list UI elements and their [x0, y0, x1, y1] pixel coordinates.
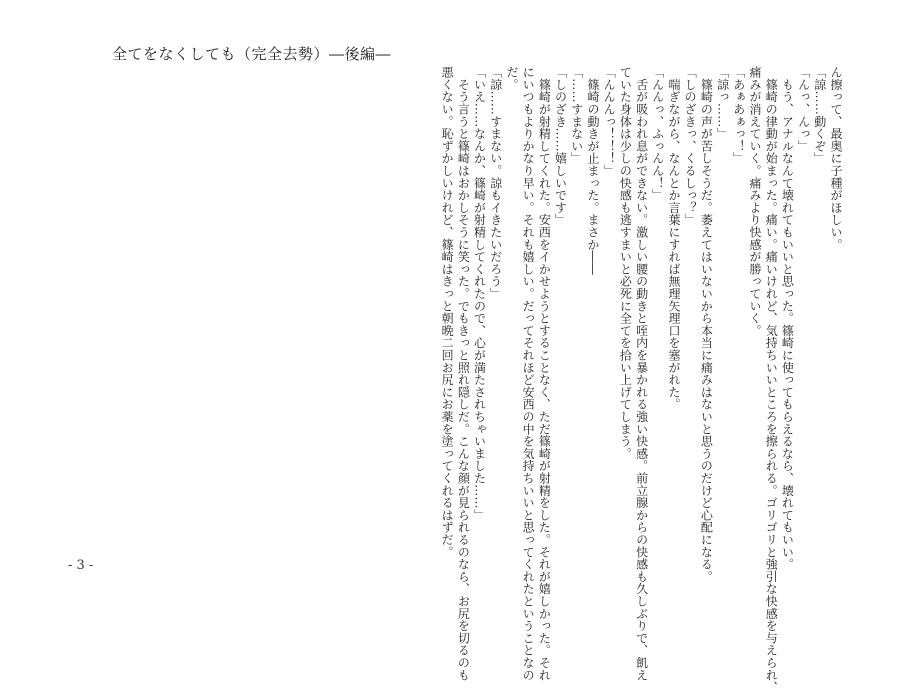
body-text-line: 「諒っ……」: [715, 66, 730, 140]
body-text-line: 「んんっ、ふっんん！」: [650, 66, 665, 202]
body-text-line: そう言うと篠崎はおかしそうに笑った。でもきっと照れ隠しだ。こんな顔が見られるのなら、お尻を切るのも: [456, 66, 471, 681]
body-text-line: 「……すまない」: [569, 66, 584, 165]
body-text-line: ん擦って、最奥に子種がほしい。: [829, 66, 843, 251]
body-text-line: もう、アナルなんて壊れてもいいと思った。篠崎に使ってもらえるなら、壊れてもいい。: [780, 66, 795, 571]
body-text-line: 「いえ……なんか、篠崎が射精してくれたので、心が満たされちゃいました……」: [472, 66, 487, 522]
body-text-line: 舌が吸われ息ができない。激しい腰の動きと咥内を暴かれる強い快感。前立腺からの快感も久しぶりで、飢え: [634, 66, 649, 681]
vertical-body-text: [440, 66, 844, 693]
body-text-line: 痛みが消えていく。痛みより快感が勝っていく。: [747, 66, 762, 337]
body-text-line: 篠崎の律動が始まった。痛い。痛いけれど、気持ちいいところを擦られる。ゴリゴリと強引な快感を与えられ、: [764, 66, 779, 693]
body-text-line: にいつもよりかなり早い。それも嬉しい。だってそれほど安西の中を気持ちいいと思ってくれたということなの: [521, 66, 536, 681]
body-text-line: 喘ぎながら、なんとか言葉にすれば無理矢理口を塞がれた。: [666, 66, 681, 411]
body-text-line: ていた身体は少しの快感も逃すまいと必死に全てを拾い上げてしまう。: [618, 66, 633, 460]
body-text-line: だ。: [504, 66, 519, 91]
body-text-line: 「しのざきっ、くるしっ？」: [683, 66, 698, 226]
body-text-line: 「諒……動くぞ」: [812, 66, 827, 165]
body-text-line: 悪くない。恥ずかしいけれど、篠崎はきっと朝晩二回お尻にお薬を塗ってくれるはずだ。: [440, 66, 455, 558]
page-number: - 3 -: [68, 558, 94, 573]
body-text-line: 「諒……すまない。諒もイきたいだろう」: [488, 66, 503, 300]
body-text-line: 篠崎が射精してくれた。安西をイかせようとすることなく、ただ篠崎が射精をした。それが嬉しかった。それ: [537, 66, 552, 681]
body-text-line: 「あぁあぁっ！」: [731, 66, 746, 165]
running-header-title: 全てをなくしても（完全去勢）―後編―: [112, 45, 392, 63]
body-text-line: 篠崎の声が苦しそうだ。萎えてはいないから本当に痛みはないと思うのだけど心配になる。: [699, 66, 714, 583]
body-text-line: 「しのざき……嬉しいです」: [553, 66, 568, 226]
body-text-line: 「んんんっ！！！」: [602, 66, 617, 177]
body-text-line: 「んっ、んっ」: [796, 66, 811, 153]
body-text-line: 篠崎の動きが止まった。まさか――: [585, 66, 600, 276]
